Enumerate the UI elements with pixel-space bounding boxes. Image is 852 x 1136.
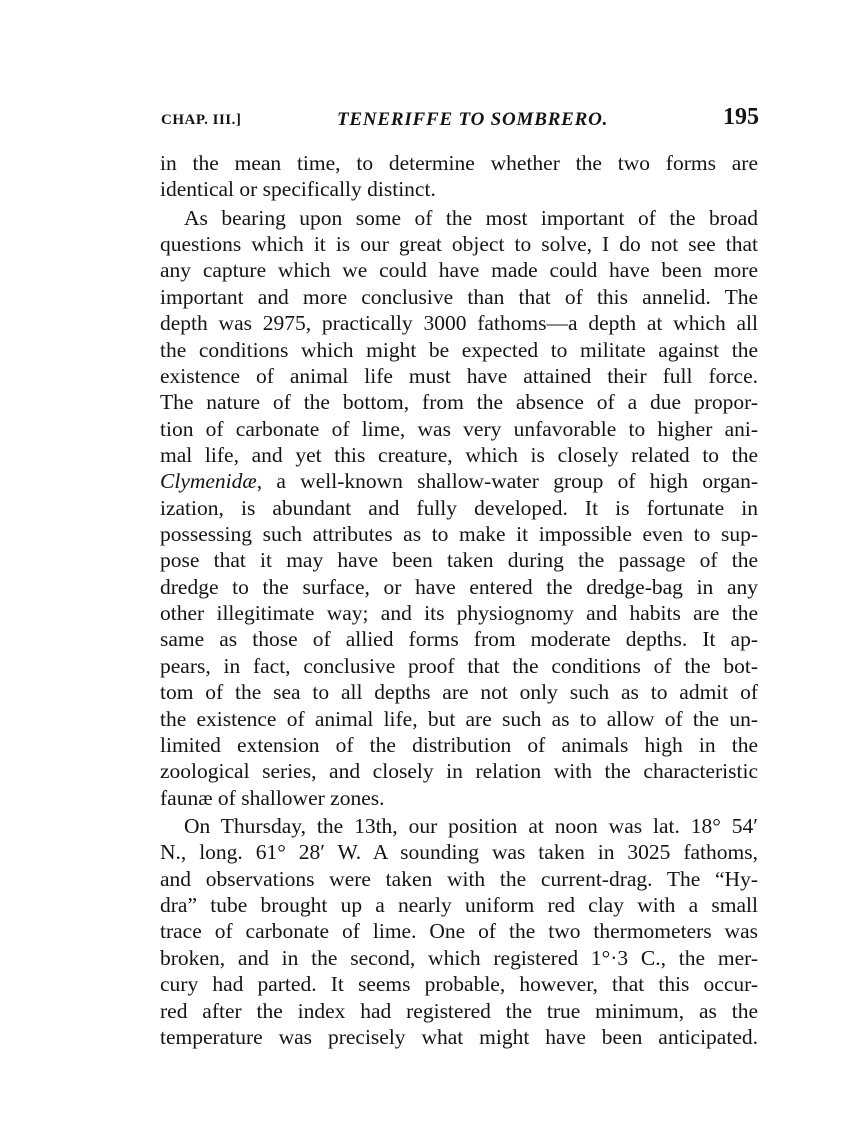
text-line: On Thursday, the 13th, our position at noon was lat. 18° 54′	[184, 813, 758, 838]
running-title: TENERIFFE TO SOMBRERO.	[337, 109, 609, 130]
text-line: cury had parted. It seems probable, however, that this occur-	[160, 972, 758, 997]
text-line: tion of carbonate of lime, was very unfavorable to higher ani-	[160, 416, 758, 441]
text-line: broken, and in the second, which registered 1°·3 C., the mer-	[160, 945, 758, 970]
text-line: any capture which we could have made could have been more	[160, 258, 758, 283]
text-line: N., long. 61° 28′ W. A sounding was taken in 3025 fathoms,	[160, 840, 758, 865]
page-header	[161, 104, 761, 138]
text-line: important and more conclusive than that of this annelid. The	[160, 284, 758, 309]
text-line: existence of animal life must have attained their full force.	[160, 363, 758, 388]
text-line: red after the index had registered the true minimum, as the	[160, 998, 758, 1023]
text-line: pears, in fact, conclusive proof that the conditions of the bot-	[160, 653, 758, 678]
text-line: ization, is abundant and fully developed. It is fortunate in	[160, 495, 758, 520]
text-run: , a well-known shallow-water group of high organ-	[256, 469, 758, 494]
text-line: same as those of allied forms from moderate depths. It ap-	[160, 627, 758, 652]
text-line: and observations were taken with the current-drag. The “Hy-	[160, 866, 758, 891]
taxon-name: Clymenidæ	[160, 469, 257, 494]
text-line: temperature was precisely what might have been anticipated.	[160, 1024, 758, 1049]
text-line: possessing such attributes as to make it impossible even to sup-	[160, 522, 758, 547]
chapter-label: CHAP. III.]	[161, 112, 242, 128]
text-line: identical or specifically distinct.	[160, 177, 436, 202]
text-line: the conditions which might be expected to militate against the	[160, 337, 758, 362]
text-line: dra” tube brought up a nearly uniform red clay with a small	[160, 893, 758, 918]
text-line: As bearing upon some of the most important of the broad	[184, 205, 758, 230]
body-text	[160, 150, 758, 1050]
text-line: tom of the sea to all depths are not only such as to admit of	[160, 680, 758, 705]
text-line: dredge to the surface, or have entered the dredge-bag in any	[160, 574, 758, 599]
text-line: The nature of the bottom, from the absence of a due propor-	[160, 390, 758, 415]
text-line: in the mean time, to determine whether the two forms are	[160, 151, 758, 175]
text-line: mal life, and yet this creature, which is closely related to the	[160, 442, 758, 467]
text-line: limited extension of the distribution of animals high in the	[160, 732, 758, 757]
text-line: depth was 2975, practically 3000 fathoms—a depth at which all	[160, 311, 758, 336]
text-line: zoological series, and closely in relation with the characteristic	[160, 759, 758, 784]
text-line: questions which it is our great object to solve, I do not see that	[160, 232, 758, 257]
text-line-mixed	[160, 468, 758, 494]
text-line: other illegitimate way; and its physiognomy and habits are the	[160, 601, 758, 626]
text-line: pose that it may have been taken during the passage of the	[160, 548, 758, 573]
text-line: the existence of animal life, but are such as to allow of the un-	[160, 706, 758, 731]
text-line: faunæ of shallower zones.	[160, 785, 385, 810]
text-line: trace of carbonate of lime. One of the two thermometers was	[160, 919, 758, 944]
page-number: 195	[723, 104, 759, 130]
